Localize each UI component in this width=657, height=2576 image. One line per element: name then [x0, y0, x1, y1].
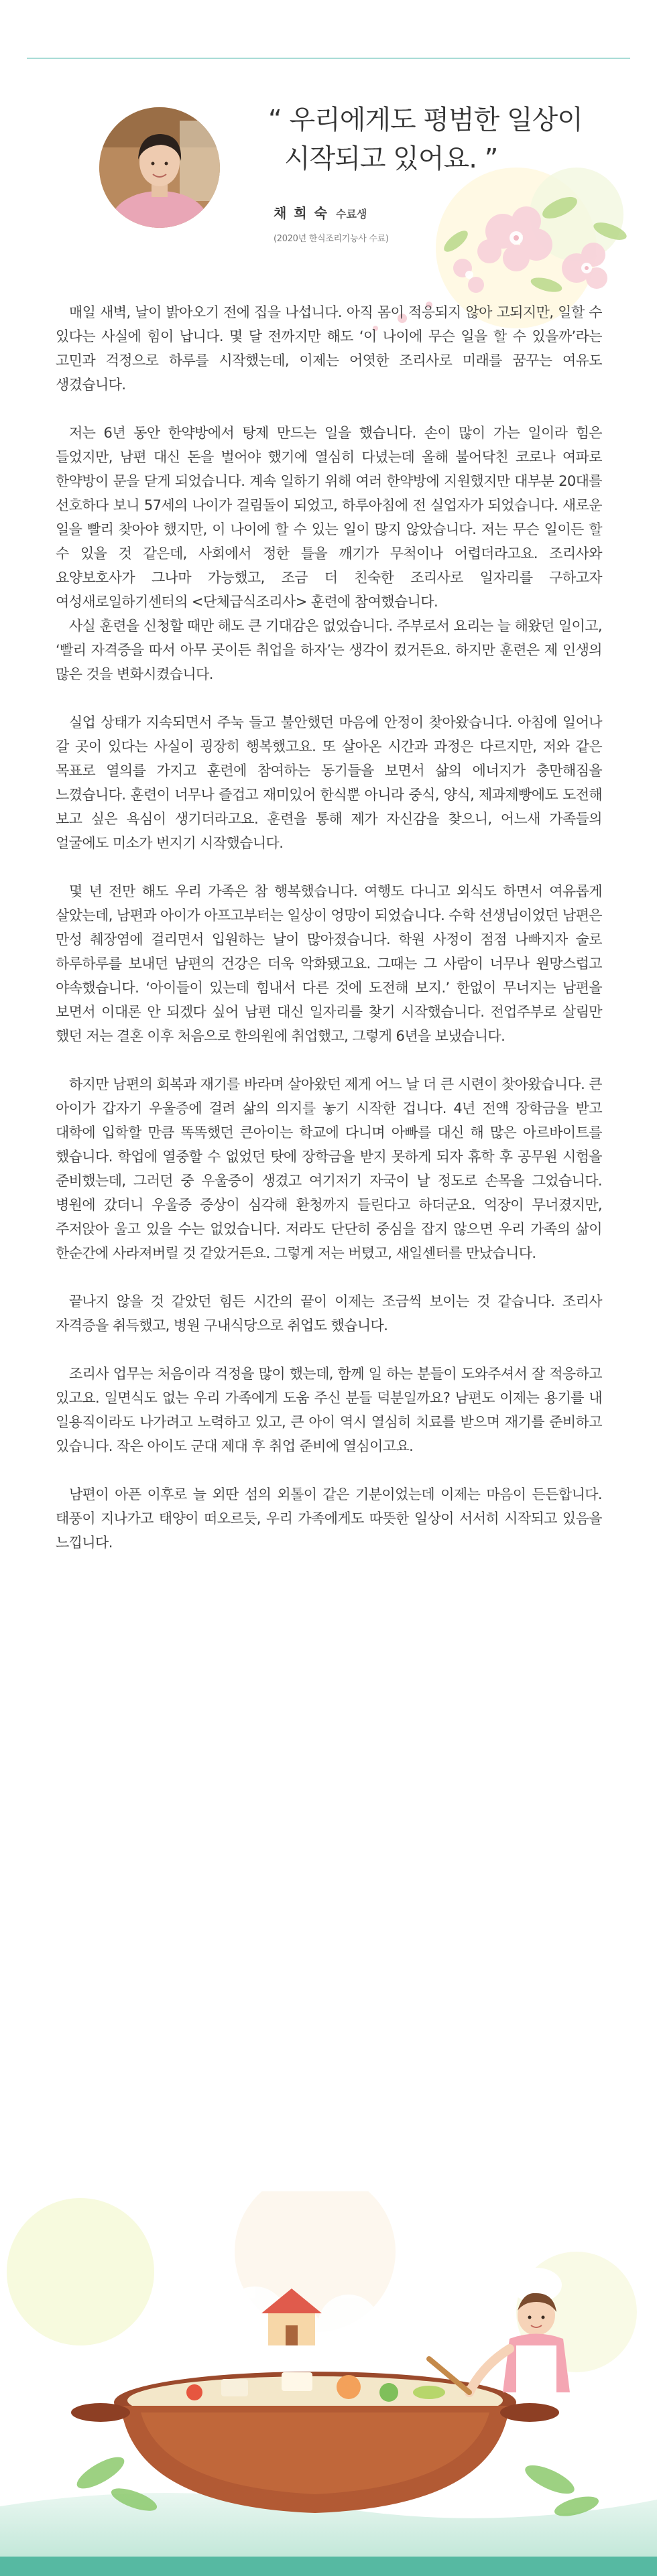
- paragraph-7: 끝나지 않을 것 같았던 힘든 시간의 끝이 이제는 조금씩 보이는 것 같습니다. 조리사 자격증을 취득했고, 병원 구내식당으로 취업도 했습니다.: [56, 1293, 602, 1334]
- author-role: 수료생: [335, 208, 367, 220]
- paragraph-9: 남편이 아픈 이후로 늘 외딴 섬의 외톨이 같은 기분이었는데 이제는 마음이 든든합니다. 태풍이 지나가고 태양이 떠오르듯, 우리 가족에게도 따뜻한 일상이 서서히 시작되고 있음을 느낍니다.: [56, 1486, 602, 1551]
- quote-line-1: “ 우리에게도 평범한 일상이: [268, 105, 583, 135]
- paragraph-5: 몇 년 전만 해도 우리 가족은 참 행복했습니다. 여행도 다니고 외식도 하면서 여유롭게 살았는데, 남편과 아이가 아프고부터는 일상이 엉망이 되었습니다. 수학 선생님이었던 남편은 만성 췌장염에 걸리면서 입원하는 날이 많아졌습니다. 학원 사정이 점점 나빠지자 술로 하루하루를 보내던 남편의 건강은 더욱 악화됐고요. 그때는 그 사람이 너무나 원망스럽고 야속했습니다. ‘아이들이 있는데 힘내서 다른 것에 도전해 보지.’ 한없이 무너지는 남편을 보면서 이대론 안 되겠다 싶어 남편 대신 일자리를 찾기 시작했습니다. 전업주부로 살림만 했던 저는 결혼 이후 처음으로 한의원에 취업했고, 그렇게 6년을 보냈습니다.: [56, 883, 602, 1044]
- top-divider: [27, 58, 630, 59]
- avatar: [99, 107, 220, 228]
- headline-quote: [268, 101, 630, 178]
- author-course: (2020년 한식조리기능사 수료): [274, 234, 389, 244]
- author-info: [274, 202, 389, 244]
- paragraph-4: 실업 상태가 지속되면서 주눅 들고 불안했던 마음에 안정이 찾아왔습니다. 아침에 일어나 갈 곳이 있다는 사실이 굉장히 행복했고요. 또 살아온 시간과 과정은 다르지만, 저와 같은 목표로 열의를 가지고 훈련에 참여하는 동기들을 보면서 삶의 에너지가 충만해짐을 느꼈습니다. 훈련이 너무나 즐겁고 재미있어 한식뿐 아니라 중식, 양식, 제과제빵에도 도전해 보고 싶은 욕심이 생기더라고요. 훈련을 통해 제가 자신감을 찾으니, 어느새 가족들의 얼굴에도 미소가 번지기 시작했습니다.: [56, 714, 602, 851]
- paragraph-2: 저는 6년 동안 한약방에서 탕제 만드는 일을 했습니다. 손이 많이 가는 일이라 힘은 들었지만, 남편 대신 돈을 벌어야 했기에 열심히 다녔는데 올해 불어닥친 코로나 여파로 한약방이 문을 닫게 되었습니다. 계속 일하기 위해 여러 한약방에 지원했지만 대부분 20대를 선호하다 보니 57세의 나이가 걸림돌이 되었고, 하루아침에 전 실업자가 되었습니다. 새로운 일을 빨리 찾아야 했지만, 이 나이에 할 수 있는 일이 많지 않았습니다. 저는 무슨 일이든 할 수 있을 것 같은데, 사회에서 정한 틀을 깨기가 무척이나 어렵더라고요. 조리사와 요양보호사가 그나마 가능했고, 조금 더 친숙한 조리사로 일자리를 구하고자 여성새로일하기센터의 <단체급식조리사> 훈련에 참여했습니다.: [56, 425, 602, 610]
- paragraph-6: 하지만 남편의 회복과 재기를 바라며 살아왔던 제게 어느 날 더 큰 시련이 찾아왔습니다. 큰 아이가 갑자기 우울증에 걸려 삶의 의지를 놓기 시작한 겁니다. 4년 전액 장학금을 받고 대학에 입학할 만큼 똑똑했던 큰아이는 학교에 다니며 아빠를 대신 해 많은 아르바이트를 했습니다. 학업에 열중할 수 없었던 탓에 장학금을 받지 못하게 되자 휴학 후 공무원 시험을 준비했는데, 그러던 중 우울증이 생겼고 여기저기 자국이 날 정도로 손목을 그었습니다. 병원에 갔더니 우울증 증상이 심각해 환청까지 들린다고 하더군요. 억장이 무너졌지만, 주저앉아 울고 있을 수는 없었습니다. 저라도 단단히 중심을 잡지 않으면 우리 가족의 삶이 한순간에 사라져버릴 것 같았거든요. 그렇게 저는 버텼고, 새일센터를 만났습니다.: [56, 1076, 602, 1261]
- author-name: 채 희 숙: [274, 205, 328, 221]
- paragraph-1: 매일 새벽, 날이 밝아오기 전에 집을 나섭니다. 아직 몸이 적응되지 않아 고되지만, 일할 수 있다는 사실에 힘이 납니다. 몇 달 전까지만 해도 ‘이 나이에 무슨 일을 할 수 있을까’라는 고민과 걱정으로 하루를 시작했는데, 이제는 어엿한 조리사로 미래를 꿈꾸는 여유도 생겼습니다.: [56, 304, 602, 393]
- quote-line-2: 시작되고 있어요. ”: [284, 143, 498, 174]
- paragraph-3: 사실 훈련을 신청할 때만 해도 큰 기대감은 없었습니다. 주부로서 요리는 늘 해왔던 일이고, ‘빨리 자격증을 따서 아무 곳이든 취업을 하자’는 생각이 컸거든요. 하지만 훈련은 제 인생의 많은 것을 변화시켰습니다.: [56, 618, 602, 682]
- article-body: [56, 300, 602, 1555]
- paragraph-8: 조리사 업무는 처음이라 걱정을 많이 했는데, 함께 일 하는 분들이 도와주셔서 잘 적응하고 있고요. 일면식도 없는 우리 가족에게 도움 주신 분들 덕분일까요? 남편도 이제는 용기를 내 일용직이라도 나가려고 노력하고 있고, 큰 아이 역시 열심히 치료를 받으며 재기를 준비하고 있습니다. 작은 아이도 군대 제대 후 취업 준비에 열심이고요.: [56, 1366, 602, 1454]
- cooking-pot-illustration-icon: [0, 2191, 657, 2576]
